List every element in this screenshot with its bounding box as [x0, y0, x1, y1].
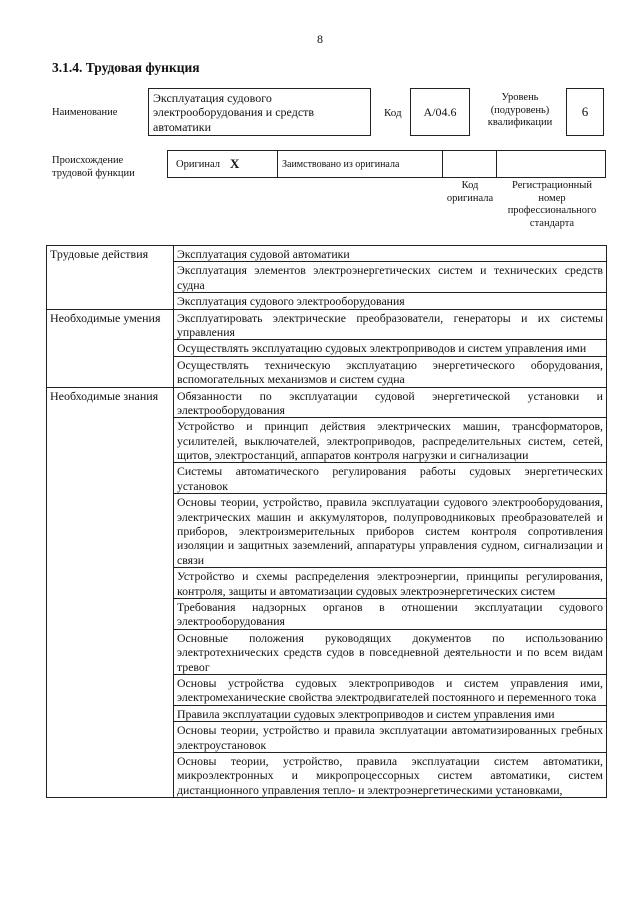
origin-code-cell: [443, 151, 497, 177]
table-cell: Основы теории, устройство и правила эксплуатации автоматизированных гребных электроустановок: [174, 722, 607, 753]
original-label: Оригинал: [176, 158, 220, 170]
table-cell: Осуществлять техническую эксплуатацию энергетического оборудования, вспомогательных механизмов и систем судна: [174, 356, 607, 387]
qualification-level-box: [566, 88, 604, 136]
origin-original-cell: [168, 151, 278, 177]
name-label: Наименование: [52, 107, 118, 118]
code-box: [410, 88, 470, 136]
origin-label: Происхождение трудовой функции: [52, 155, 135, 179]
table-row: [47, 309, 607, 340]
table-row: [47, 387, 607, 418]
page-number: 8: [317, 32, 323, 46]
table-cell: Эксплуатировать электрические преобразователи, генераторы и их системы управления: [174, 309, 607, 340]
code-label: Код: [384, 107, 402, 119]
qualification-level-value: 6: [581, 104, 589, 119]
table-cell: Устройство и схемы распределения электроэнергии, принципы регулирования, контроля, защиты и автоматизации судовых электроэнергетических систем: [174, 568, 607, 599]
original-mark: X: [230, 156, 240, 171]
section-title: 3.1.4. Трудовая функция: [52, 60, 200, 75]
table-cell: Эксплуатация элементов электроэнергетических систем и технических средств судна: [174, 262, 607, 293]
function-name-value: Эксплуатация судового электрооборудования и средств автоматики: [153, 91, 315, 134]
function-name-box: [148, 88, 371, 136]
code-value: A/04.6: [423, 104, 457, 119]
table-cell: Устройство и принцип действия электрических машин, трансформаторов, усилителей, выключателей, электроприводов, распределительных систем, сетей, щитов, электростанций, аппаратов контроля нагрузки и сигнализации: [174, 418, 607, 463]
origin-reg-number-cell: [497, 151, 605, 177]
table-cell: Эксплуатация судовой автоматики: [174, 246, 607, 262]
table-row: [47, 246, 607, 262]
table-cell: Системы автоматического регулирования работы судовых энергетических установок: [174, 463, 607, 494]
table-cell: Обязанности по эксплуатации судовой энергетической установки и электрооборудования: [174, 387, 607, 418]
table-cell: Правила эксплуатации судовых электроприводов и систем управления ими: [174, 705, 607, 721]
qualification-level-label: Уровень (подуровень) квалификации: [487, 92, 553, 129]
table-cell: Основы устройства судовых электроприводов и систем управления ими, электромеханические свойства электродвигателей постоянного и переменного тока: [174, 674, 607, 705]
borrowed-label: Заимствовано из оригинала: [282, 158, 400, 170]
origin-borrowed-cell: [278, 151, 443, 177]
table-cell: Основы теории, устройство, правила эксплуатации систем автоматики, микроэлектронных и микропроцессорных систем автоматики, систем дистанционного управления тепло- и электроэнергетическими установками,: [174, 752, 607, 797]
reg-number-label: Регистрационный номер профессионального стандарта: [507, 180, 597, 229]
table-cell: Основные положения руководящих документов по использованию электротехнических средств судов в повседневной деятельности и по всем видам тревог: [174, 629, 607, 674]
function-details-table: [46, 245, 607, 798]
code-original-label: Код оригинала: [446, 180, 494, 204]
table-cell: Требования надзорных органов в отношении эксплуатации судового электрооборудования: [174, 598, 607, 629]
table-cell: Эксплуатация судового электрооборудования: [174, 293, 607, 309]
category-cell: Необходимые знания: [47, 387, 174, 798]
table-cell: Осуществлять эксплуатацию судовых электроприводов и систем управления ими: [174, 340, 607, 356]
origin-cells: [167, 150, 606, 178]
table-cell: Основы теории, устройство, правила эксплуатации судового электрооборудования, электрических машин и аккумуляторов, полупроводниковых преобразователей и приборов, электроизмерительных приборов систем контроля сопротивления изоляции и защитных заземлений, аппаратуры управления судном, сигнализации и связи: [174, 494, 607, 568]
category-cell: Трудовые действия: [47, 246, 174, 310]
category-cell: Необходимые умения: [47, 309, 174, 387]
